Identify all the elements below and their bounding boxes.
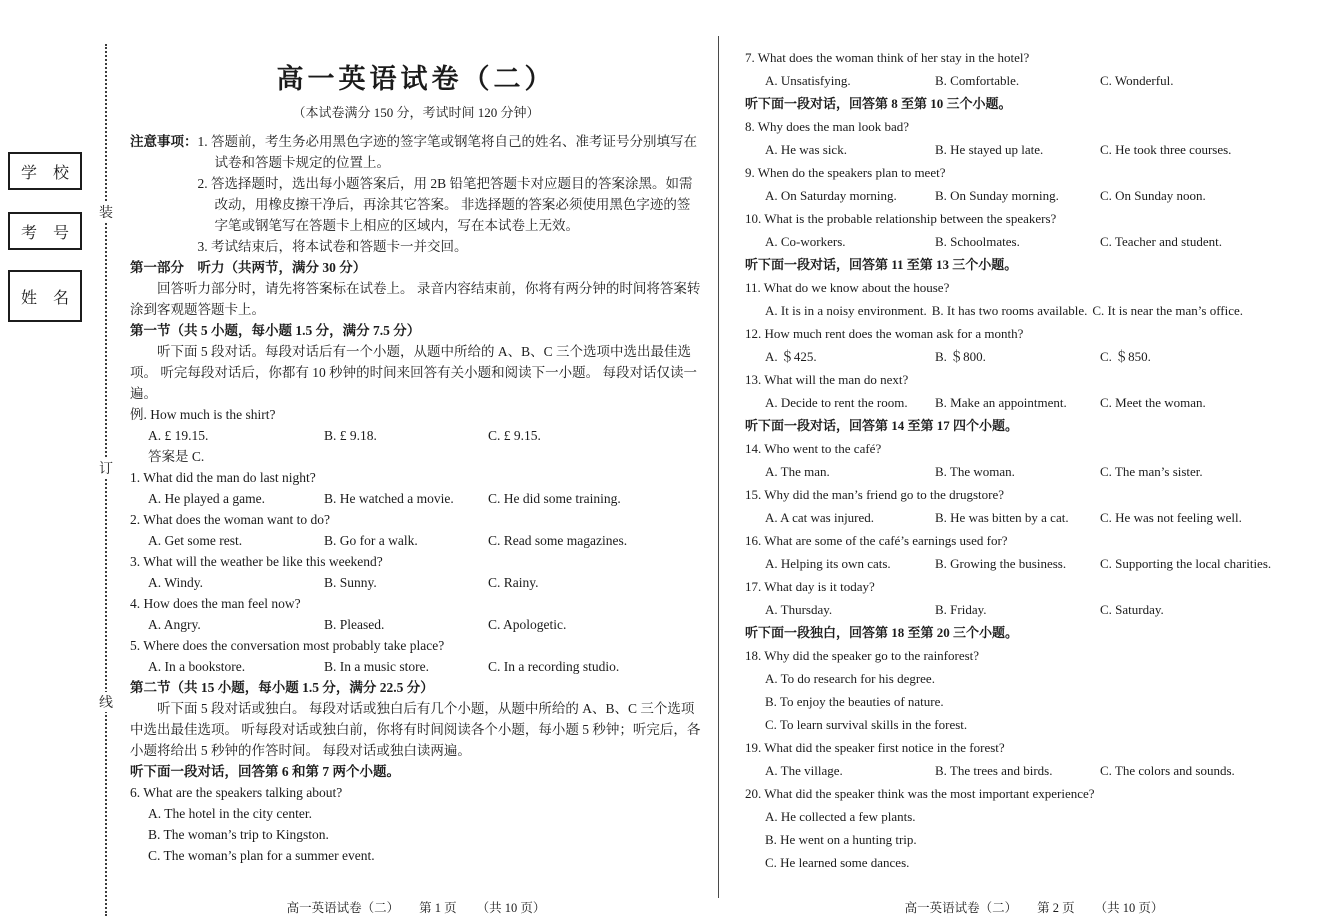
option-B: B. The woman’s trip to Kingston. [148, 827, 329, 842]
option-C: C. Rainy. [488, 575, 539, 590]
options-group [745, 460, 1323, 483]
options-group [130, 488, 702, 509]
heading: 听下面一段独白，回答第 18 至第 20 三个小题。 [745, 625, 1019, 640]
options-group [745, 598, 1323, 621]
footer-page1 [130, 898, 702, 916]
question-block [745, 115, 1323, 161]
option-B: B. Go for a walk. [324, 533, 418, 548]
question-block [130, 551, 702, 593]
question-block [745, 161, 1323, 207]
option-B: B. Sunny. [324, 575, 377, 590]
note-item: 2. 答选择题时，选出每小题答案后，用 2B 铅笔把答题卡对应题目的答案涂黑。如需改动，用橡皮擦干净后，再涂其它答案。 非选择题的答案必须使用黑色字迹的签字笔或钢笔写在答题卡上相应的区域内，写在本试卷上无效。 [197, 176, 693, 233]
page-divider-line [718, 36, 719, 898]
options-group [745, 299, 1323, 322]
heading: 听下面一段对话，回答第 6 和第 7 两个小题。 [130, 764, 400, 779]
option-A: A. The hotel in the city center. [148, 806, 312, 821]
footer-exam-title: 高一英语试卷（二） [286, 901, 400, 915]
question-text: 7. What does the woman think of her stay in the hotel? [745, 50, 1030, 65]
exam-number-field-box [8, 212, 82, 250]
option-A: A. The village. [765, 763, 843, 778]
note-item: 3. 考试结束后，将本试卷和答题卡一并交回。 [197, 239, 468, 254]
option-C: C. £ 9.15. [488, 428, 541, 443]
option-C: C. Read some magazines. [488, 533, 628, 548]
options-group [745, 552, 1323, 575]
question-block [745, 322, 1323, 368]
option-C: C. He took three courses. [1100, 142, 1232, 157]
binding-char-ding: 订 [97, 458, 115, 478]
option-C: C. Apologetic. [488, 617, 567, 632]
option-B: B. He went on a hunting trip. [765, 832, 917, 847]
name-field-box [8, 270, 82, 322]
option-A: A. Angry. [148, 617, 201, 632]
heading: 听下面一段对话，回答第 8 至第 10 三个小题。 [745, 96, 1012, 111]
note-item: 1. 答题前，考生务必用黑色字迹的签字笔或钢笔将自己的姓名、准考证号分别填写在试卷和答题卡规定的位置上。 [197, 134, 697, 170]
option-C: C. The man’s sister. [1100, 464, 1203, 479]
question-block [745, 736, 1323, 782]
question-text: 19. What did the speaker first notice in the forest? [745, 740, 1005, 755]
question-text: 9. When do the speakers plan to meet? [745, 165, 946, 180]
question-text: 17. What day is it today? [745, 579, 875, 594]
option-B: B. Growing the business. [935, 556, 1067, 571]
option-C: C. Wonderful. [1100, 73, 1174, 88]
option-A: A. He played a game. [148, 491, 265, 506]
options-group [130, 530, 702, 551]
option-B: B. Pleased. [324, 617, 385, 632]
option-C: C. The colors and sounds. [1100, 763, 1235, 778]
exam-title: 高一英语试卷（二） [276, 64, 556, 94]
question-text: 4. How does the man feel now? [130, 596, 301, 611]
question-block [130, 635, 702, 677]
options-group [745, 184, 1323, 207]
options-group [745, 667, 1323, 736]
question-block [745, 207, 1323, 253]
question-text: 15. Why did the man’s friend go to the drugstore? [745, 487, 1004, 502]
question-text: 12. How much rent does the woman ask for a month? [745, 326, 1024, 341]
option-A: A. He collected a few plants. [765, 809, 916, 824]
option-B: B. Schoolmates. [935, 234, 1020, 249]
para: 听下面 5 段对话。每段对话后有一个小题，从题中所给的 A、B、C 三个选项中选出最佳选项。 听完每段对话后，你都有 10 秒钟的时间来回答有关小题和阅读下一小题。 每段对话仅读一遍。 [130, 344, 697, 401]
option-A: A. Co-workers. [765, 234, 846, 249]
question-block [745, 782, 1323, 874]
options-group [130, 572, 702, 593]
question-block [745, 483, 1323, 529]
question-block [130, 509, 702, 551]
question-text: 20. What did the speaker think was the most important experience? [745, 786, 1095, 801]
options-group [130, 425, 702, 446]
option-B: B. To enjoy the beauties of nature. [765, 694, 944, 709]
para: 听下面 5 段对话或独白。 每段对话或独白后有几个小题，从题中所给的 A、B、C 三个选项中选出最佳选项。 听每段对话或独白前，你将有时间阅读各个小题，每小题 5 秒钟；听完后，各小题将给出 5 秒钟的作答时间。 每段对话或独白读两遍。 [130, 701, 701, 758]
question-block [745, 644, 1323, 736]
options-group [745, 506, 1323, 529]
section-heading: 第一节（共 5 小题，每小题 1.5 分，满分 7.5 分） [130, 323, 421, 338]
question-block [130, 467, 702, 509]
option-C: C. Teacher and student. [1100, 234, 1222, 249]
binding-char-xian: 线 [97, 692, 115, 712]
question-text: 14. Who went to the café? [745, 441, 882, 456]
option-B: B. He was bitten by a cat. [935, 510, 1069, 525]
option-A: A. Unsatisfying. [765, 73, 851, 88]
question-text: 8. Why does the man look bad? [745, 119, 910, 134]
exam-subtitle: （本试卷满分 150 分，考试时间 120 分钟） [292, 105, 540, 120]
question-block [130, 782, 702, 866]
notes-section [130, 131, 702, 257]
option-B: B. He watched a movie. [324, 491, 454, 506]
part-heading: 第一部分 听力（共两节，满分 30 分） [130, 260, 367, 275]
binding-char-zhuang: 装 [97, 202, 115, 222]
question-block [745, 437, 1323, 483]
page-2 [745, 46, 1323, 874]
option-B: B. Make an appointment. [935, 395, 1067, 410]
question-text: 16. What are some of the café’s earnings used for? [745, 533, 1008, 548]
footer-page-number: 第 1 页 [419, 901, 457, 915]
notes-list [198, 131, 703, 257]
question-block [745, 575, 1323, 621]
school-field-box [8, 152, 82, 190]
question-block [745, 276, 1323, 322]
question-text: 2. What does the woman want to do? [130, 512, 330, 527]
options-group [130, 614, 702, 635]
footer-page2 [745, 898, 1323, 916]
question-block [745, 368, 1323, 414]
question-text: 11. What do we know about the house? [745, 280, 950, 295]
question-text: 例. How much is the shirt? [130, 407, 276, 422]
option-A: A. Helping its own cats. [765, 556, 891, 571]
option-A: A. Get some rest. [148, 533, 243, 548]
option-C: C. ＄850. [1100, 349, 1151, 364]
options-group [745, 230, 1323, 253]
option-C: C. He did some training. [488, 491, 621, 506]
para: 回答听力部分时，请先将答案标在试卷上。 录音内容结束前，你将有两分钟的时间将答案转涂到客观题答题卡上。 [130, 281, 701, 317]
option-B: B. The woman. [935, 464, 1015, 479]
question-text: 3. What will the weather be like this weekend? [130, 554, 383, 569]
options-group [745, 138, 1323, 161]
options-group [130, 803, 702, 866]
section-heading: 第二节（共 15 小题，每小题 1.5 分，满分 22.5 分） [130, 680, 434, 695]
option-B: B. Comfortable. [935, 73, 1020, 88]
option-A: A. He was sick. [765, 142, 847, 157]
page1-content [130, 257, 702, 866]
option-C: C. Supporting the local charities. [1100, 556, 1272, 571]
footer-total-pages: （共 10 页） [1094, 901, 1164, 915]
option-A: A. Windy. [148, 575, 203, 590]
question-text: 6. What are the speakers talking about? [130, 785, 343, 800]
option-A: A. A cat was injured. [765, 510, 875, 525]
footer-exam-title: 高一英语试卷（二） [904, 901, 1018, 915]
binding-dotted-line [105, 44, 107, 916]
page2-content [745, 46, 1323, 874]
heading: 听下面一段对话，回答第 14 至第 17 四个小题。 [745, 418, 1019, 433]
options-group [745, 391, 1323, 414]
option-B: B. £ 9.18. [324, 428, 377, 443]
option-C: C. To learn survival skills in the forest. [765, 717, 968, 732]
question-text: 1. What did the man do last night? [130, 470, 316, 485]
option-C: C. Saturday. [1100, 602, 1164, 617]
option-B: B. It has two rooms available. [931, 303, 1088, 318]
question-text: 5. Where does the conversation most probably take place? [130, 638, 445, 653]
option-A: A. It is in a noisy environment. [765, 303, 927, 318]
option-A: A. The man. [765, 464, 830, 479]
page-1 [130, 62, 702, 866]
question-text: 13. What will the man do next? [745, 372, 909, 387]
option-C: C. Meet the woman. [1100, 395, 1206, 410]
option-C: C. It is near the man’s office. [1092, 303, 1244, 318]
question-text: 18. Why did the speaker go to the rainforest? [745, 648, 980, 663]
question-block [745, 46, 1323, 92]
option-B: B. ＄800. [935, 349, 986, 364]
options-group [745, 759, 1323, 782]
footer-total-pages: （共 10 页） [476, 901, 546, 915]
answer: 答案是 C. [148, 449, 205, 464]
option-A: A. ＄425. [765, 349, 817, 364]
option-A: A. Thursday. [765, 602, 833, 617]
name-label: 姓 名 [20, 289, 69, 307]
option-B: B. Friday. [935, 602, 987, 617]
options-group [745, 345, 1323, 368]
question-block [130, 404, 702, 446]
option-A: A. To do research for his degree. [765, 671, 935, 686]
footer-page-number: 第 2 页 [1037, 901, 1075, 915]
options-group [130, 656, 702, 677]
heading: 听下面一段对话，回答第 11 至第 13 三个小题。 [745, 257, 1018, 272]
options-group [745, 805, 1323, 874]
option-C: C. He was not feeling well. [1100, 510, 1242, 525]
option-C: C. On Sunday noon. [1100, 188, 1206, 203]
question-text: 10. What is the probable relationship between the speakers? [745, 211, 1057, 226]
option-B: B. On Sunday morning. [935, 188, 1059, 203]
question-block [745, 529, 1323, 575]
option-C: C. The woman’s plan for a summer event. [148, 848, 375, 863]
option-B: B. He stayed up late. [935, 142, 1044, 157]
option-A: A. On Saturday morning. [765, 188, 897, 203]
option-A: A. Decide to rent the room. [765, 395, 908, 410]
option-B: B. In a music store. [324, 659, 429, 674]
option-A: A. £ 19.15. [148, 428, 209, 443]
question-block [130, 593, 702, 635]
notes-label: 注意事项： [130, 134, 198, 149]
school-label: 学 校 [20, 164, 69, 182]
options-group [745, 69, 1323, 92]
exam-number-label: 考 号 [20, 224, 69, 242]
option-C: C. In a recording studio. [488, 659, 620, 674]
option-C: C. He learned some dances. [765, 855, 910, 870]
option-B: B. The trees and birds. [935, 763, 1053, 778]
option-A: A. In a bookstore. [148, 659, 246, 674]
